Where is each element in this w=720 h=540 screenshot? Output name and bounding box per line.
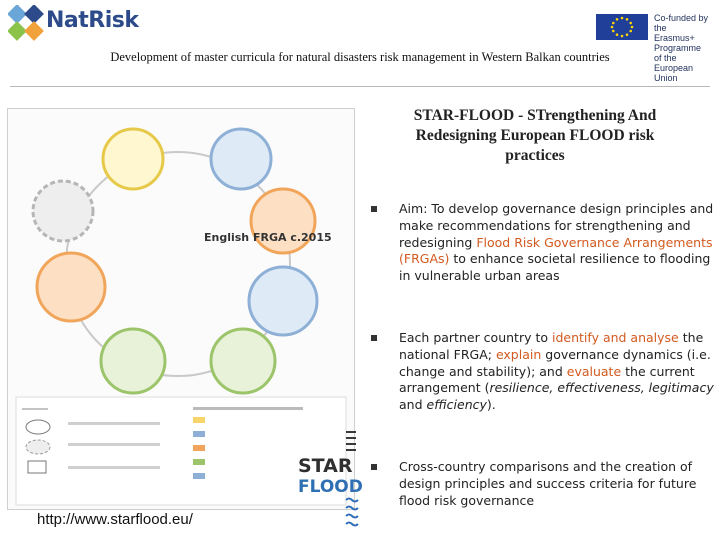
header-divider [10, 86, 710, 87]
starflood-logo-mark [296, 430, 362, 534]
logo-text: NatRisk [46, 8, 139, 33]
diagram-node [103, 129, 163, 189]
diagram-node [33, 181, 93, 241]
svg-text:English FRGA c.2015 [204, 231, 332, 244]
diagram-center-label: English FRGA c.2015 [204, 231, 332, 244]
logo-flood-text: FLOOD [298, 477, 362, 497]
eu-logo [596, 12, 718, 83]
diagram-node [211, 329, 275, 393]
eu-cofunded-text: Co-funded by the Erasmus+ Programme of the European Union [654, 13, 709, 83]
starflood-logo [296, 430, 362, 534]
diagram-node [211, 129, 271, 189]
bullet-cross-country: Cross-country comparisons and the creation of design principles and success criteria for future flood risk governance [369, 459, 714, 509]
bullet-partner-country: Each partner country to identify and analyse the national FRGA; explain governance dynamics (i.e. change and stability); and evaluate the current arrangement (resilience, effectiveness, legitimacy and efficiency). [369, 330, 714, 414]
logo-star-text: STAR [298, 455, 353, 477]
diagram-node [37, 253, 105, 321]
natrisk-logo [6, 3, 139, 41]
diagram-node [249, 267, 317, 335]
slide-title: STAR-FLOOD - STrengthening And Redesigning European FLOOD risk practices [413, 107, 657, 164]
diagram-node [101, 329, 165, 393]
page-subtitle: Development of master curricula for natural disasters risk management in Western Balkan countries [110, 50, 610, 64]
starflood-url[interactable]: http://www.starflood.eu/ [37, 511, 193, 528]
bullet-aim: Aim: To develop governance design principles and make recommendations for strengthening and redesigning Flood Risk Governance Arrangements (FRGAs) to enhance societal resilience to flooding in vulnerable urban areas [369, 201, 714, 285]
natrisk-diamond-icon [8, 5, 44, 41]
eu-flag-icon [596, 14, 648, 40]
